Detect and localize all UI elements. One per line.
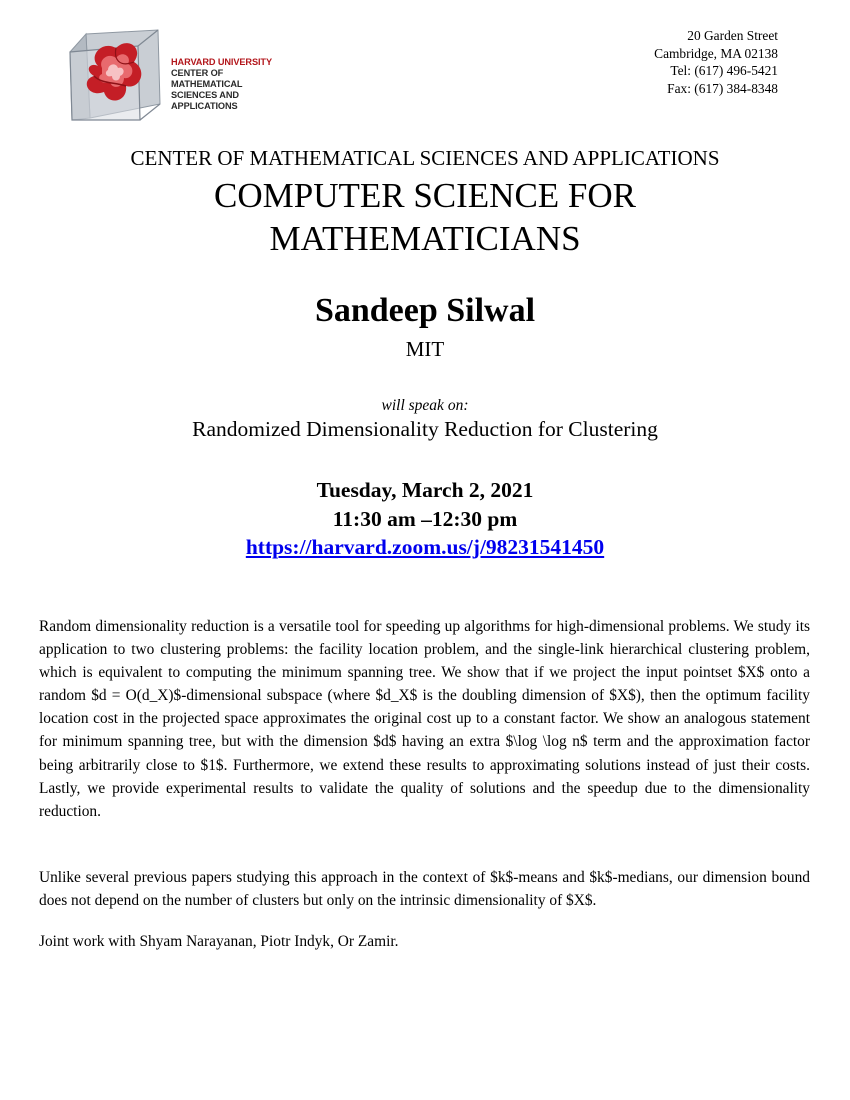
logo-line-university: HARVARD UNIVERSITY	[171, 57, 272, 67]
address-city: Cambridge, MA 02138	[654, 45, 778, 61]
organization-heading: CENTER OF MATHEMATICAL SCIENCES AND APPLICATIONS	[130, 146, 720, 170]
address-tel: Tel: (617) 496-5421	[670, 63, 778, 79]
series-title	[0, 174, 850, 260]
will-speak-label: will speak on:	[381, 397, 469, 414]
logo-wordmark	[171, 57, 290, 112]
abstract-paragraph-2: Unlike several previous papers studying this approach in the context of $k$-means and $k$-medians, our dimension bound does not depend on the number of clusters but only on the intrinsic dimensionality of $X$.	[39, 869, 810, 910]
cube-graphic-icon	[68, 26, 164, 122]
address-block	[654, 27, 778, 97]
event-date: Tuesday, March 2, 2021	[316, 478, 534, 502]
address-street: 20 Garden Street	[687, 28, 778, 43]
talk-title: Randomized Dimensionality Reduction for Clustering	[192, 417, 658, 441]
speaker-affiliation: MIT	[405, 337, 445, 361]
event-time: 11:30 am –12:30 pm	[332, 507, 518, 531]
address-fax: Fax: (617) 384-8348	[667, 80, 778, 96]
abstract-paragraph-1: Random dimensionality reduction is a versatile tool for speeding up algorithms for high-dimensional problems. We study its application to two clustering problems: the facility location problem, and the single-link hierarchical clustering problem, which is equivalent to computing the minimum spanning tree. We show that if we project the input pointset $X$ onto a random $d = O(d_X)$-dimensional subspace (where $d_X$ is the doubling dimension of $X$), then the optimum facility location cost in the projected space approximates the original cost up to a constant factor. We show an analogous statement for minimum spanning tree, but with the dimension $d$ having an extra $\log \log n$ term and the approximation factor being arbitrarily close to $1$. Furthermore, we extend these results to approximating solutions instead of just their costs. Lastly, we provide experimental results to validate the quality of solutions and the speedup due to the dimensionality reduction.	[39, 618, 810, 820]
series-title-line2: MATHEMATICIANS	[269, 219, 581, 258]
speaker-name: Sandeep Silwal	[314, 292, 536, 329]
zoom-link[interactable]: https://harvard.zoom.us/j/98231541450	[245, 535, 605, 559]
logo-line-sciences: SCIENCES AND APPLICATIONS	[171, 90, 239, 111]
joint-work-note: Joint work with Shyam Narayanan, Piotr Indyk, Or Zamir.	[39, 933, 399, 950]
zoom-link-container	[0, 535, 850, 560]
logo-line-center: CENTER OF MATHEMATICAL	[171, 68, 243, 89]
cmsa-logo	[68, 26, 290, 122]
series-title-line1: COMPUTER SCIENCE FOR	[213, 176, 637, 215]
